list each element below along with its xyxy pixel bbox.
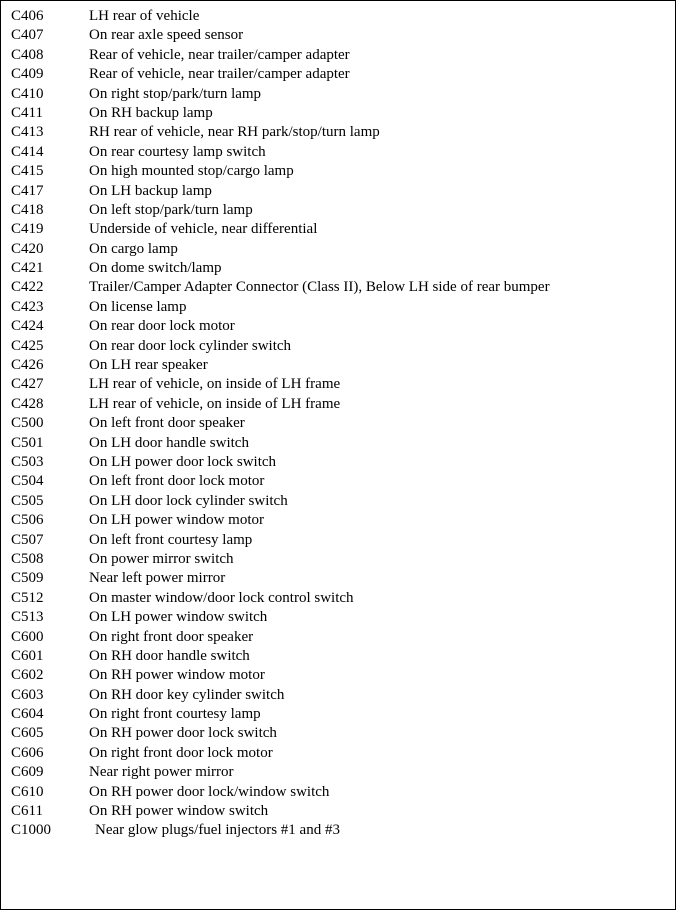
connector-row: [11, 550, 671, 569]
connector-code: C427: [11, 376, 44, 393]
connector-code: C413: [11, 124, 44, 141]
connector-code: C417: [11, 182, 44, 199]
connector-location: On LH door handle switch: [89, 434, 249, 451]
connector-row: [11, 472, 671, 491]
connector-code: C610: [11, 783, 44, 800]
connector-row: [11, 744, 671, 763]
connector-code: C409: [11, 66, 44, 83]
connector-code: C421: [11, 260, 44, 277]
connector-code: C408: [11, 46, 44, 63]
connector-location: On power mirror switch: [89, 550, 234, 567]
connector-location: Underside of vehicle, near differential: [89, 221, 318, 238]
connector-row: [11, 453, 671, 472]
connector-location: LH rear of vehicle, on inside of LH frame: [89, 376, 341, 393]
connector-code: C424: [11, 318, 44, 335]
connector-location: On rear axle speed sensor: [89, 27, 244, 44]
connector-code: C604: [11, 706, 44, 723]
connector-location: RH rear of vehicle, near RH park/stop/turn lamp: [89, 124, 380, 141]
connector-row: [11, 337, 671, 356]
connector-code: C420: [11, 240, 44, 257]
connector-code: C609: [11, 764, 44, 781]
connector-location: On RH door key cylinder switch: [89, 686, 285, 703]
connector-row: [11, 589, 671, 608]
connector-row: [11, 182, 671, 201]
connector-row: [11, 26, 671, 45]
connector-row: [11, 46, 671, 65]
connector-row: [11, 705, 671, 724]
connector-location: Trailer/Camper Adapter Connector (Class II), Below LH side of rear bumper: [89, 279, 550, 296]
connector-list: [11, 7, 671, 841]
connector-location: Near left power mirror: [89, 570, 226, 587]
connector-location: LH rear of vehicle, on inside of LH frame: [89, 395, 341, 412]
connector-location: On LH power window motor: [89, 512, 264, 529]
connector-row: [11, 240, 671, 259]
connector-code: C601: [11, 647, 44, 664]
connector-row: [11, 298, 671, 317]
connector-row: [11, 85, 671, 104]
connector-code: C500: [11, 415, 44, 432]
connector-code: C428: [11, 395, 44, 412]
connector-location: On RH power door lock/window switch: [89, 783, 330, 800]
connector-row: [11, 414, 671, 433]
connector-row: [11, 686, 671, 705]
connector-location: On right front door speaker: [89, 628, 254, 645]
connector-row: [11, 7, 671, 26]
connector-location: LH rear of vehicle: [89, 8, 200, 24]
connector-code: C415: [11, 163, 44, 180]
connector-code: C501: [11, 434, 44, 451]
connector-location: On left stop/park/turn lamp: [89, 201, 253, 218]
connector-location: On LH rear speaker: [89, 357, 208, 374]
connector-row: [11, 783, 671, 802]
connector-location: On right stop/park/turn lamp: [89, 85, 262, 102]
connector-code: C1000: [11, 822, 52, 839]
connector-location: On cargo lamp: [89, 240, 178, 257]
connector-location: On RH backup lamp: [89, 104, 213, 121]
connector-location: On left front courtesy lamp: [89, 531, 253, 548]
connector-code: C600: [11, 628, 44, 645]
connector-code: C503: [11, 453, 44, 470]
connector-code: C506: [11, 512, 44, 529]
connector-row: [11, 259, 671, 278]
connector-location: On RH power door lock switch: [89, 725, 277, 742]
connector-code: C418: [11, 201, 44, 218]
connector-location: On LH power door lock switch: [89, 453, 277, 470]
connector-code: C414: [11, 143, 44, 160]
connector-code: C425: [11, 337, 44, 354]
connector-row: [11, 65, 671, 84]
connector-code: C411: [11, 104, 43, 121]
connector-row: [11, 434, 671, 453]
connector-location: Rear of vehicle, near trailer/camper adapter: [89, 46, 350, 63]
connector-location: On master window/door lock control switch: [89, 589, 354, 606]
connector-code: C410: [11, 85, 44, 102]
connector-row: [11, 278, 671, 297]
connector-location: On LH power window switch: [89, 609, 268, 626]
connector-location: On RH door handle switch: [89, 647, 250, 664]
connector-row: [11, 511, 671, 530]
connector-row: [11, 492, 671, 511]
connector-code: C508: [11, 550, 44, 567]
connector-code: C507: [11, 531, 44, 548]
connector-location: On right front door lock motor: [89, 744, 273, 761]
connector-location: On LH door lock cylinder switch: [89, 492, 288, 509]
connector-row: [11, 201, 671, 220]
connector-code: C406: [11, 8, 44, 24]
connector-code: C512: [11, 589, 44, 606]
connector-location: On dome switch/lamp: [89, 260, 222, 277]
connector-code: C606: [11, 744, 44, 761]
connector-location: On LH backup lamp: [89, 182, 212, 199]
connector-location: On rear courtesy lamp switch: [89, 143, 266, 160]
connector-location: On RH power window switch: [89, 803, 269, 820]
connector-location: Near glow plugs/fuel injectors #1 and #3: [95, 822, 340, 839]
connector-row: [11, 802, 671, 821]
connector-location: On rear door lock cylinder switch: [89, 337, 292, 354]
connector-code: C611: [11, 803, 43, 820]
connector-row: [11, 375, 671, 394]
connector-row: [11, 628, 671, 647]
connector-row: [11, 143, 671, 162]
connector-code: C509: [11, 570, 44, 587]
connector-row: [11, 608, 671, 627]
connector-row: [11, 395, 671, 414]
connector-code: C423: [11, 298, 44, 315]
connector-row: [11, 356, 671, 375]
connector-code: C505: [11, 492, 44, 509]
connector-code: C407: [11, 27, 44, 44]
connector-location: On right front courtesy lamp: [89, 706, 261, 723]
connector-row: [11, 317, 671, 336]
connector-row: [11, 123, 671, 142]
connector-location: Rear of vehicle, near trailer/camper adapter: [89, 66, 350, 83]
connector-row: [11, 162, 671, 181]
connector-code: C605: [11, 725, 44, 742]
connector-code: C419: [11, 221, 44, 238]
connector-code: C422: [11, 279, 44, 296]
connector-location: On rear door lock motor: [89, 318, 235, 335]
connector-code: C603: [11, 686, 44, 703]
connector-row: [11, 666, 671, 685]
connector-code: C513: [11, 609, 44, 626]
connector-row: [11, 104, 671, 123]
connector-location: On license lamp: [89, 298, 187, 315]
connector-row: [11, 220, 671, 239]
connector-code: C602: [11, 667, 44, 684]
connector-row: [11, 821, 671, 840]
connector-row: [11, 569, 671, 588]
connector-row: [11, 647, 671, 666]
connector-row: [11, 763, 671, 782]
connector-location: On left front door lock motor: [89, 473, 265, 490]
connector-code: C504: [11, 473, 44, 490]
connector-row: [11, 724, 671, 743]
connector-row: [11, 531, 671, 550]
connector-location: On high mounted stop/cargo lamp: [89, 163, 294, 180]
connector-code: C426: [11, 357, 44, 374]
connector-location: Near right power mirror: [89, 764, 234, 781]
connector-location: On left front door speaker: [89, 415, 245, 432]
connector-location: On RH power window motor: [89, 667, 265, 684]
